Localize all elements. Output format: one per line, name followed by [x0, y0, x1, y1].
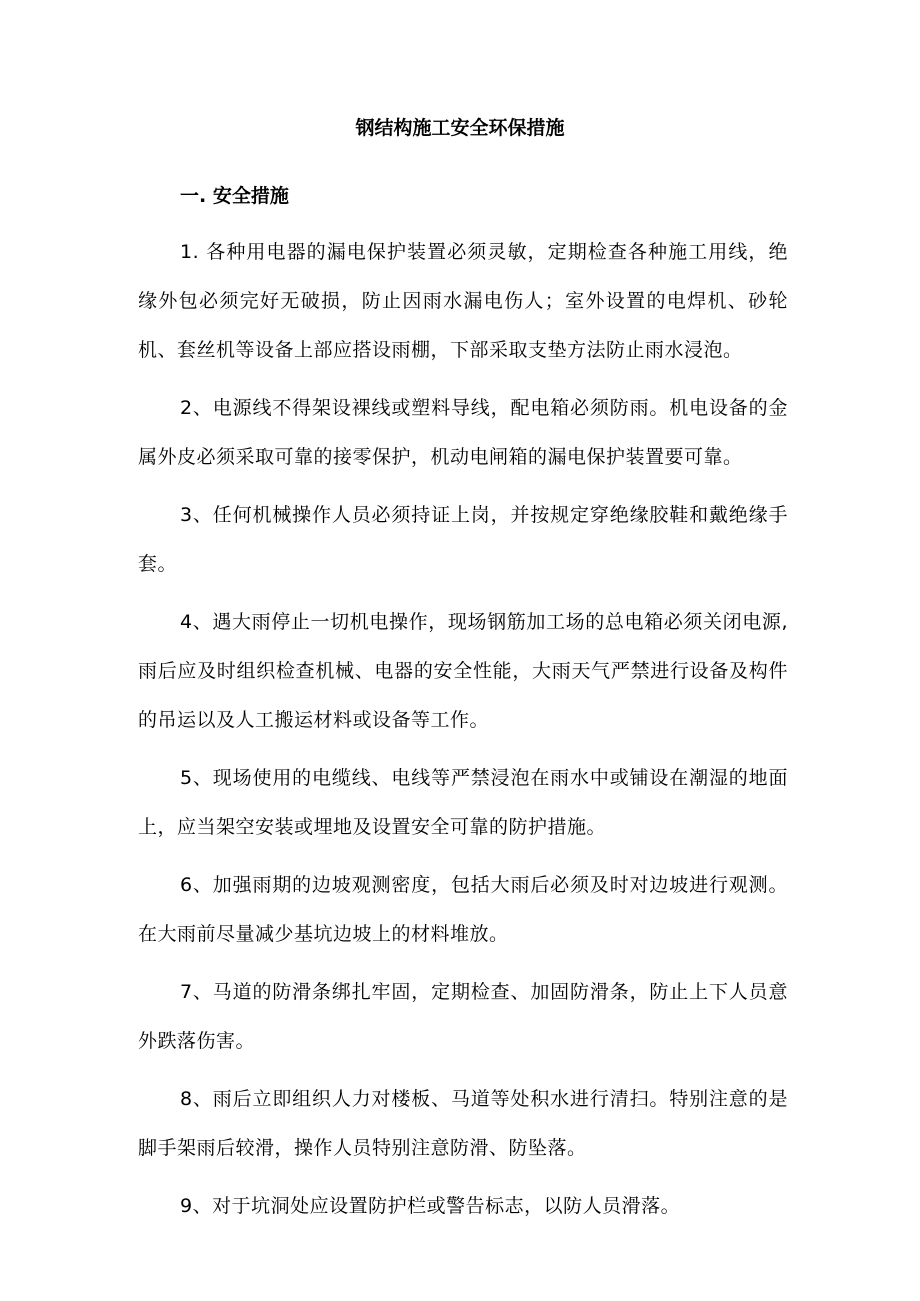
paragraph-7: 7、马道的防滑条绑扎牢固，定期检查、加固防滑条，防止上下人员意外跌落伤害。: [138, 981, 788, 1052]
paragraph-2: 2、电源线不得架设裸线或塑料导线，配电箱必须防雨。机电设备的金属外皮必须采取可靠的接零保护，机动电闸箱的漏电保护装置要可靠。: [138, 397, 788, 468]
paragraph-5: 5、现场使用的电缆线、电线等严禁浸泡在雨水中或铺设在潮湿的地面上，应当架空安装或埋地及设置安全可靠的防护措施。: [138, 767, 788, 838]
paragraph-9: 9、对于坑洞处应设置防护栏或警告标志，以防人员滑落。: [180, 1195, 681, 1217]
paragraph-4: 4、遇大雨停止一切机电操作，现场钢筋加工场的总电箱必须关闭电源, 雨后应及时组织检查机械、电器的安全性能，大雨天气严禁进行设备及构件的吊运以及人工搬运材料或设备等工作。: [138, 611, 788, 731]
section-heading-safety-measures: 一. 安全措施: [180, 185, 289, 207]
paragraph-3: 3、任何机械操作人员必须持证上岗，并按规定穿绝缘胶鞋和戴绝缘手套。: [138, 504, 788, 575]
paragraph-8: 8、雨后立即组织人力对楼板、马道等处积水进行清扫。特别注意的是脚手架雨后较滑，操作人员特别注意防滑、防坠落。: [138, 1088, 788, 1159]
paragraph-6: 6、加强雨期的边坡观测密度，包括大雨后必须及时对边坡进行观测。在大雨前尽量减少基坑边坡上的材料堆放。: [138, 874, 788, 945]
document-title: 钢结构施工安全环保措施: [355, 117, 565, 139]
document-body: [138, 228, 788, 1240]
paragraph-1: 1. 各种用电器的漏电保护装置必须灵敏，定期检查各种施工用线，绝缘外包必须完好无破损，防止因雨水漏电伤人；室外设置的电焊机、砂轮机、套丝机等设备上部应搭设雨棚，下部采取支垫方法防止雨水浸泡。: [138, 241, 788, 361]
